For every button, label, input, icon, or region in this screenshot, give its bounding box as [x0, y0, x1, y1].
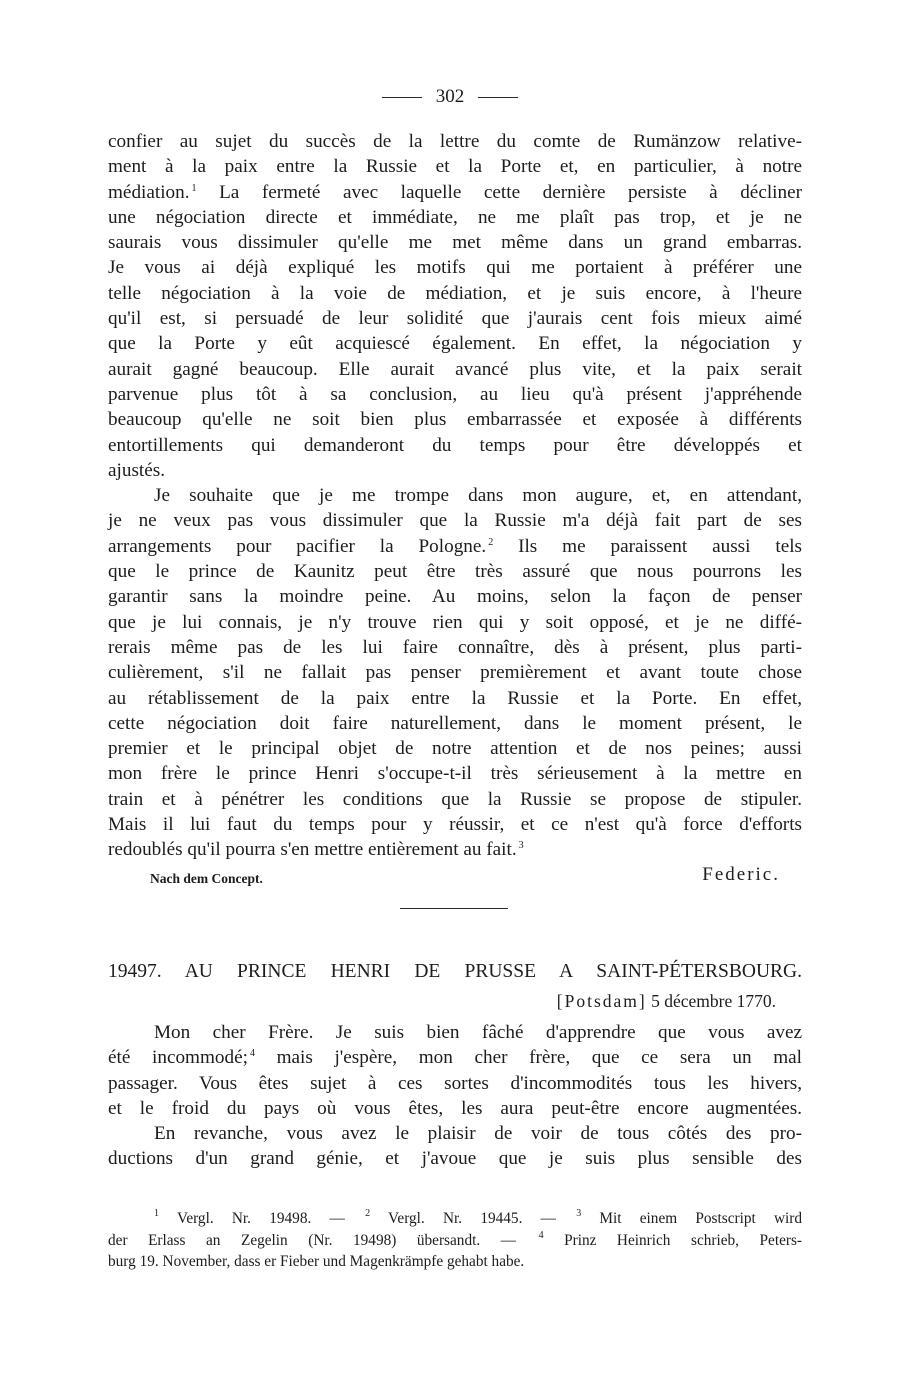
page-header	[0, 84, 900, 110]
text-line: ductions d'un grand génie, et j'avoue que je suis plus sensible des	[108, 1148, 802, 1170]
text-run: La fermeté avec laquelle cette dernière persiste à décliner	[196, 181, 802, 203]
paragraph	[108, 483, 802, 862]
text-line: que je lui connais, je n'y trouve rien qui y soit opposé, et je ne diffé-	[108, 611, 802, 633]
text-line: confier au sujet du succès de la lettre du comte de Rumänzow relative-	[108, 131, 802, 152]
text-line: saurais vous dissimuler qu'elle me met même dans un grand embarras.	[108, 232, 802, 254]
text-line: mon frère le prince Henri s'occupe-t-il très sérieusement à la mettre en	[108, 763, 802, 785]
footnote-text: Mit einem Postscript wird	[581, 1210, 803, 1227]
text-line	[108, 534, 802, 559]
footnote-marker: 1	[191, 182, 197, 194]
text-line: train et à pénétrer les conditions que la Russie se propose de stipuler.	[108, 788, 802, 810]
text-line: passager. Vous êtes sujet à ces sortes d'incommodités tous les hivers,	[108, 1072, 802, 1094]
text-line: qu'il est, si persuadé de leur solidité que j'aurais cent fois mieux aimé	[108, 308, 802, 330]
footnote-number: 3	[576, 1208, 582, 1219]
text-line: ajustés.	[108, 459, 166, 481]
date: 5 décembre 1770.	[651, 991, 776, 1011]
text-run: redoublés qu'il pourra s'en mettre entièrement au fait.	[108, 839, 517, 861]
text-line: En revanche, vous avez le plaisir de voir de tous côtés des pro-	[154, 1123, 802, 1145]
footnote-text: Vergl. Nr. 19445. —	[370, 1210, 575, 1227]
footnote-text: Vergl. Nr. 19498. —	[159, 1210, 364, 1227]
text-line: Je souhaite que je me trompe dans mon augure, et, en attendant,	[154, 485, 802, 507]
text-run: médiation.	[108, 181, 190, 203]
text-line: parvenue plus tôt à sa conclusion, au lieu qu'à présent j'appréhende	[108, 383, 802, 405]
text-line: que le prince de Kaunitz peut être très assuré que nous pourrons les	[108, 561, 802, 583]
signature: Federic.	[702, 864, 780, 885]
text-line	[108, 837, 802, 862]
header-rule-left	[382, 97, 422, 98]
header-rule-right	[478, 97, 518, 98]
text-line: entortillements qui demanderont du temps pour être développés et	[108, 434, 802, 456]
text-line: cette négociation doit faire naturellement, dans le moment présent, le	[108, 712, 802, 734]
closing-row	[150, 864, 780, 890]
text-line: rerais même pas de les lui faire connaître, dès à présent, plus parti-	[108, 636, 802, 658]
document-heading: 19497. AU PRINCE HENRI DE PRUSSE A SAINT-PÉTERSBOURG.	[108, 961, 802, 982]
text-line: que la Porte y eût acquiescé également. En effet, la négociation y	[108, 333, 802, 355]
paragraph	[108, 129, 802, 483]
text-line: au rétablissement de la paix entre la Russie et la Porte. En effet,	[108, 687, 802, 709]
section-divider	[400, 908, 508, 909]
text-line: Mais il lui faut du temps pour y réussir, et ce n'est qu'à force d'efforts	[108, 814, 802, 836]
paragraph	[108, 1020, 802, 1121]
footnote-marker: 3	[518, 840, 524, 852]
footnote-number: 1	[154, 1208, 159, 1219]
dateline	[557, 991, 776, 1012]
source-note: Nach dem Concept.	[150, 871, 263, 886]
letter-body	[108, 1020, 802, 1172]
text-run: arrangements pour pacifier la Pologne.	[108, 535, 487, 557]
footnote-marker: 4	[249, 1048, 255, 1060]
footnote-line	[108, 1208, 802, 1230]
paragraph	[108, 1121, 802, 1172]
text-run: mais j'espère, mon cher frère, que ce sera un mal	[254, 1047, 802, 1069]
text-line: culièrement, s'il ne fallait pas penser premièrement et avant toute chose	[108, 662, 802, 684]
letter-body-continued	[108, 129, 802, 863]
text-line: Mon cher Frère. Je suis bien fâché d'apprendre que vous avez	[154, 1022, 802, 1043]
text-line: une négociation directe et immédiate, ne me plaît pas trop, et je ne	[108, 206, 802, 228]
footnote-line	[108, 1230, 802, 1252]
text-run: été incommodé;	[108, 1047, 248, 1069]
text-line: ment à la paix entre la Russie et la Porte et, en particulier, à notre	[108, 156, 802, 178]
page-number: 302	[435, 86, 465, 107]
text-run: Ils me paraissent aussi tels	[493, 535, 803, 557]
text-line: et le froid du pays où vous êtes, les aura peut-être encore augmentées.	[108, 1097, 802, 1119]
footnotes	[108, 1208, 802, 1273]
text-line: premier et le principal objet de notre attention et de nos peines; aussi	[108, 738, 802, 760]
place: [Potsdam]	[556, 991, 647, 1011]
text-line: Je vous ai déjà expliqué les motifs qui me portaient à préférer une	[108, 257, 802, 279]
text-line	[108, 180, 802, 205]
text-line: aurait gagné beaucoup. Elle aurait avancé plus vite, et la paix serait	[108, 358, 802, 380]
text-line: je ne veux pas vous dissimuler que la Russie m'a déjà fait part de ses	[108, 510, 802, 532]
footnote-text: der Erlass an Zegelin (Nr. 19498) übersandt. —	[108, 1231, 537, 1249]
footnote-text: Prinz Heinrich schrieb, Peters-	[543, 1231, 803, 1249]
text-line: telle négociation à la voie de médiation, et je suis encore, à l'heure	[108, 282, 802, 304]
text-line	[108, 1045, 802, 1070]
footnote-number: 4	[538, 1229, 544, 1241]
text-line: beaucoup qu'elle ne soit bien plus embarrassée et exposée à différents	[108, 409, 802, 431]
text-line: garantir sans la moindre peine. Au moins, selon la façon de penser	[108, 586, 802, 608]
footnote-number: 2	[365, 1208, 371, 1219]
footnote-marker: 2	[488, 536, 494, 548]
footnote-line: burg 19. November, dass er Fieber und Magenkrämpfe gehabt habe.	[108, 1253, 525, 1270]
